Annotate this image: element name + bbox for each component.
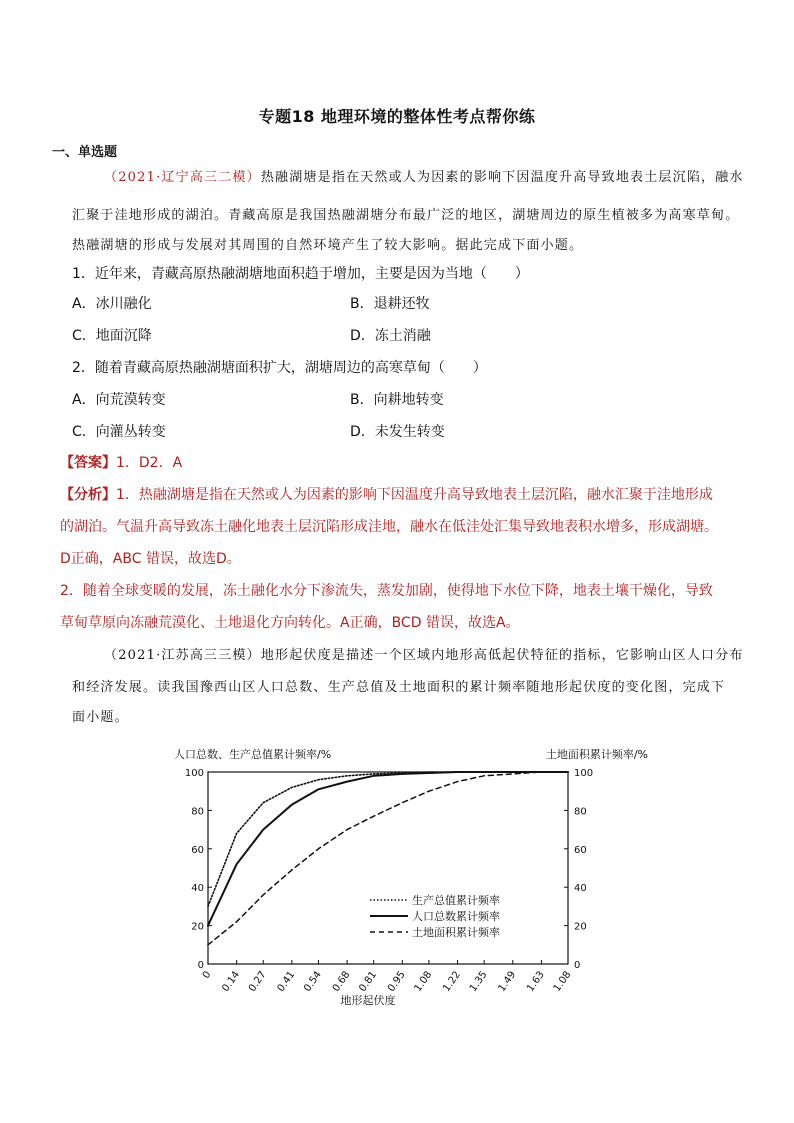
x-tick-label: 0.14	[220, 969, 243, 994]
answer-label: 【答案】	[60, 455, 116, 471]
analysis-line5: 草甸草原向冻融荒漠化、土地退化方向转化。A正确，BCD 错误，故选A。	[60, 615, 520, 631]
x-tick-label: 1.35	[467, 969, 490, 994]
x-tick-label: 0.68	[330, 969, 353, 994]
y-tick-label-left: 100	[184, 768, 204, 779]
y-tick-label-left: 20	[191, 921, 204, 933]
series-line-dotted	[208, 772, 568, 906]
chart-container	[170, 742, 650, 1007]
section-heading: 一、单选题	[52, 145, 118, 160]
passage2-line3: 面小题。	[72, 710, 129, 725]
page-title: 专题18 地理环境的整体性考点帮你练	[258, 107, 536, 126]
passage1-line3: 热融湖塘的形成与发展对其周围的自然环境产生了较大影响。据此完成下面小题。	[72, 238, 584, 253]
answer-line	[60, 452, 182, 472]
analysis-label: 【分析】	[60, 487, 116, 503]
passage1-line2: 汇聚于洼地形成的湖泊。青藏高原是我国热融湖塘分布最广泛的地区，湖塘周边的原生植被多为高寒草甸。	[72, 208, 740, 223]
answer-text: 1．D2．A	[116, 455, 183, 471]
chart-svg	[170, 742, 650, 1007]
question2-option-a: A．向荒漠转变	[72, 392, 166, 408]
passage2-line2: 和经济发展。读我国豫西山区人口总数、生产总值及土地面积的累计频率随地形起伏度的变化图，完成下	[72, 680, 726, 695]
y-tick-label-left: 40	[191, 883, 204, 895]
series-line-solid	[208, 772, 568, 926]
question1-option-a: A．冰川融化	[72, 296, 152, 312]
chart-xlabel: 地形起伏度	[340, 994, 396, 1007]
x-tick-label: 0	[200, 969, 214, 981]
y-tick-label-left: 60	[191, 844, 204, 856]
x-tick-label: 1.08	[551, 969, 574, 994]
y-tick-label-right: 20	[574, 921, 587, 933]
x-tick-label: 1.49	[496, 969, 519, 994]
y-tick-label-left: 80	[191, 806, 204, 818]
series-line-dashed	[208, 772, 568, 945]
analysis-line1: 【分析】1．热融湖塘是指在天然或人为因素的影响下因温度升高导致地表土层沉陷，融水汇聚于洼地形成	[60, 487, 713, 503]
x-tick-label: 0.81	[357, 969, 380, 994]
y-tick-label-left: 0	[197, 960, 204, 971]
x-tick-label: 0.27	[246, 969, 269, 994]
y-tick-label-right: 80	[574, 806, 587, 818]
question2-option-d: D．未发生转变	[350, 424, 445, 440]
question1-option-c: C．地面沉降	[72, 328, 152, 344]
analysis-line3: D正确，ABC 错误，故选D。	[60, 551, 241, 567]
analysis-line2: 的湖泊。气温升高导致冻土融化地表土层沉陷形成洼地，融水在低洼处汇集导致地表积水增多，形成湖塘。	[60, 519, 718, 535]
question1-option-b: B．退耕还牧	[350, 296, 430, 312]
x-tick-label: 1.08	[412, 969, 435, 994]
passage1-source: （2021·辽宁高三二模）	[104, 170, 261, 185]
x-tick-label: 0.54	[302, 969, 324, 994]
chart-plot-frame	[208, 772, 568, 964]
y-tick-label-right: 0	[574, 960, 581, 971]
analysis-line4: 2．随着全球变暖的发展，冻土融化水分下渗流失，蒸发加剧，使得地下水位下降，地表土壤干燥化，导致	[60, 583, 713, 599]
legend-label: 生产总值累计频率	[412, 894, 500, 907]
y-tick-label-right: 100	[574, 768, 594, 779]
question1-option-d: D．冻土消融	[350, 328, 431, 344]
chart-ylabel-left: 人口总数、生产总值累计频率/%	[174, 748, 332, 761]
passage1-line1: （2021·辽宁高三二模）热融湖塘是指在天然或人为因素的影响下因温度升高导致地表土层沉陷，融水	[104, 170, 744, 185]
y-tick-label-right: 60	[574, 844, 587, 856]
question1-stem: 1．近年来，青藏高原热融湖塘地面积趋于增加，主要是因为当地（ ）	[72, 266, 529, 282]
legend-label: 人口总数累计频率	[412, 910, 500, 923]
x-tick-label: 1.63	[525, 969, 547, 994]
legend-label: 土地面积累计频率	[412, 926, 500, 939]
passage2-line1: （2021·江苏高三三模）地形起伏度是描述一个区域内地形高低起伏特征的指标，它影响山区人口分布	[104, 648, 744, 663]
question2-stem: 2．随着青藏高原热融湖塘面积扩大，湖塘周边的高寒草甸（ ）	[72, 360, 487, 376]
chart-ylabel-right: 土地面积累计频率/%	[545, 748, 648, 761]
passage2-source: （2021·江苏高三三模）	[104, 648, 261, 663]
y-tick-label-right: 40	[574, 883, 587, 895]
question2-option-b: B．向耕地转变	[350, 392, 444, 408]
x-tick-label: 0.95	[385, 969, 408, 994]
question2-option-c: C．向灌丛转变	[72, 424, 166, 440]
x-tick-label: 1.22	[441, 969, 464, 994]
x-tick-label: 0.41	[275, 969, 298, 994]
